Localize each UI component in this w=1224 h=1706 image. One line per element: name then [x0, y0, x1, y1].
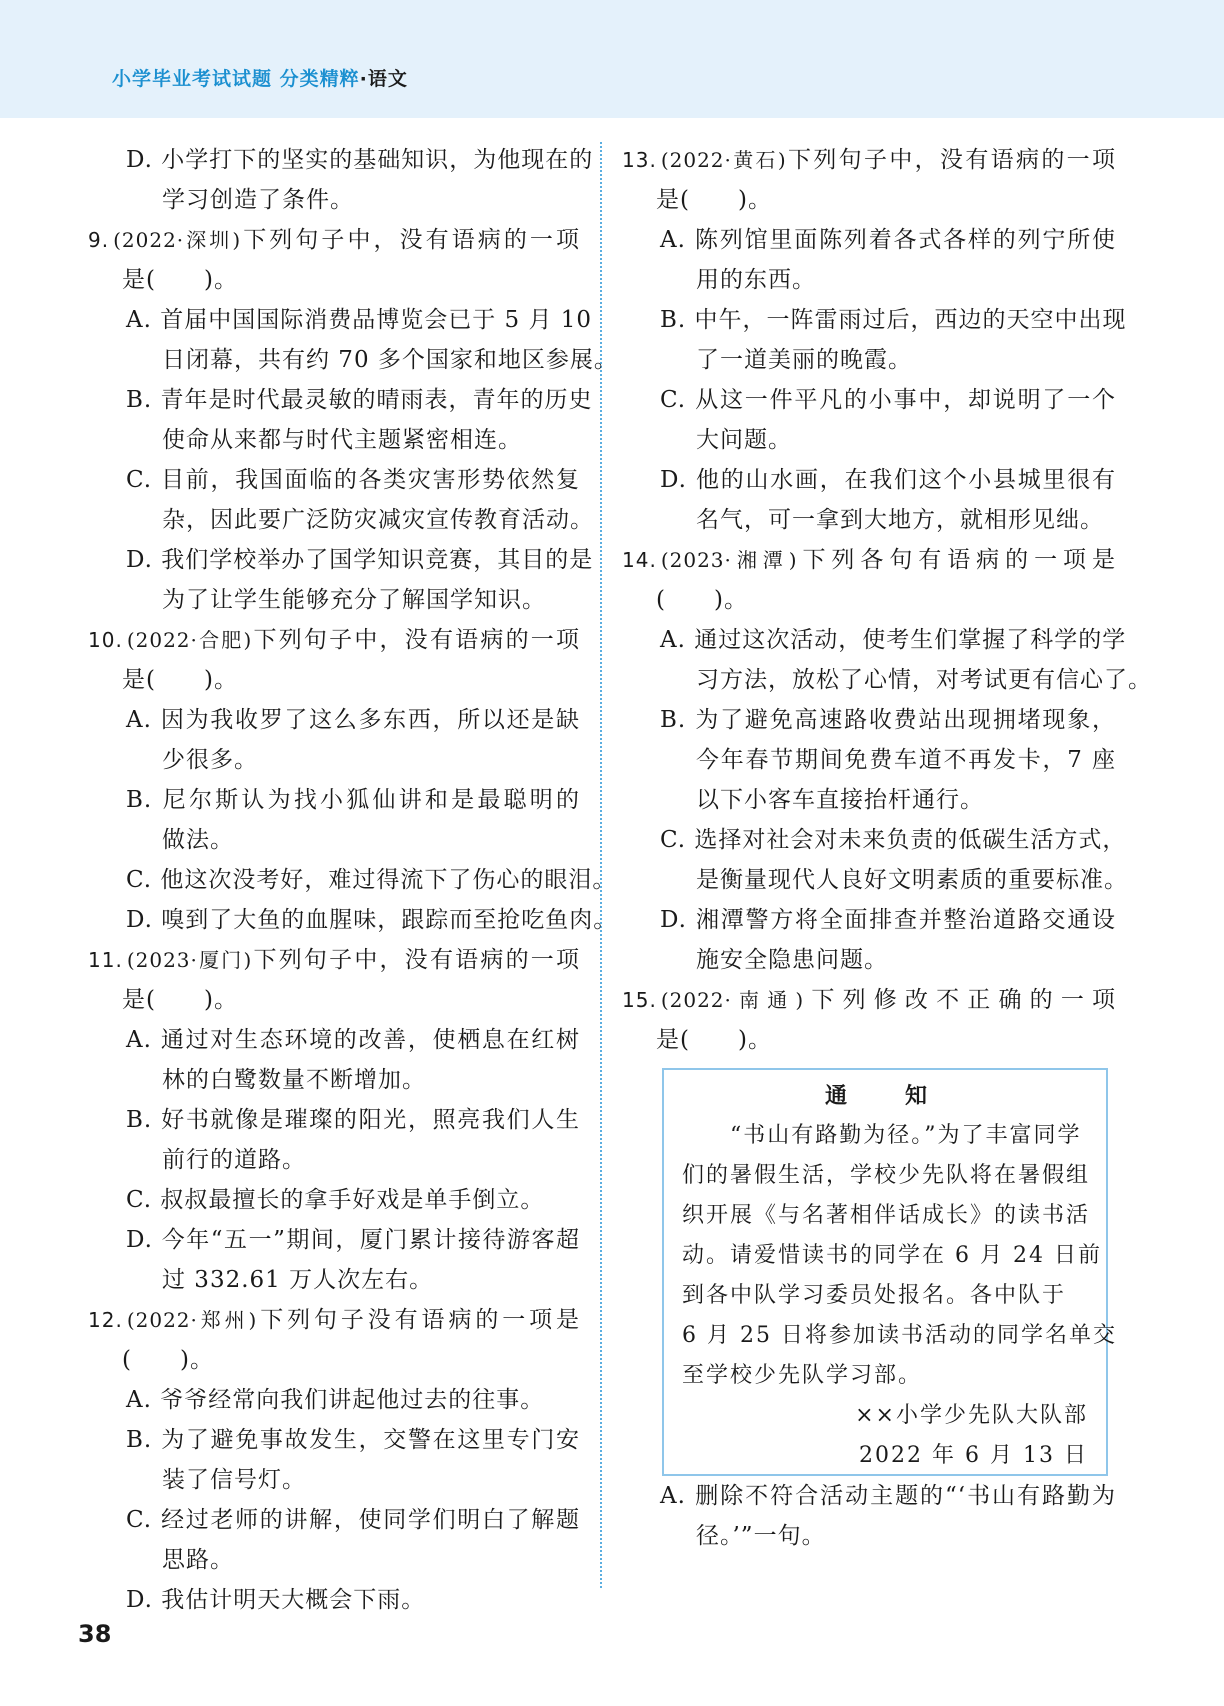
option-a: A. 删除不符合活动主题的“‘书山有路勤为	[660, 1483, 1116, 1509]
question-source: (2023·湘潭)	[660, 548, 798, 572]
option-d: D. 他的山水画，在我们这个小县城里很有	[660, 467, 1116, 493]
option-d-cont: 为了让学生能够充分了解国学知识。	[162, 587, 546, 613]
question-number: 12.	[88, 1308, 123, 1332]
option-d: D. 嗅到了大鱼的血腥味，跟踪而至抢吃鱼肉。	[126, 907, 618, 933]
option-d: D. 我们学校举办了国学知识竞赛，其目的是	[126, 547, 594, 573]
question-stem	[622, 540, 1116, 580]
question-8-option-d	[88, 140, 594, 220]
stem-text: 下列句子中，没有语病的一项	[252, 627, 580, 653]
option-c: C. 他这次没考好，难过得流下了伤心的眼泪。	[126, 867, 617, 893]
option-c: C. 从这一件平凡的小事中，却说明了一个	[660, 387, 1116, 413]
stem-text: 下列各句有语病的一项是	[797, 547, 1116, 573]
option-b-cont: 今年春节期间免费车道不再发卡，7 座	[696, 747, 1116, 773]
question-12	[88, 1300, 580, 1620]
question-number: 11.	[88, 948, 123, 972]
stem-text: 是( )。	[122, 987, 238, 1013]
option-a: A. 因为我收罗了这么多东西，所以还是缺	[126, 707, 580, 733]
option-a: A. 陈列馆里面陈列着各式各样的列宁所使	[660, 227, 1116, 253]
stem-text: 下列修改不正确的一项	[804, 987, 1116, 1013]
option-b-cont: 前行的道路。	[162, 1147, 306, 1173]
option-d-cont: 过 332.61 万人次左右。	[162, 1267, 434, 1293]
notice-line: 动。请爱惜读书的同学在 6 月 24 日前	[682, 1243, 1102, 1268]
option-b: B. 中午，一阵雷雨过后，西边的天空中出现	[660, 307, 1127, 333]
book-title-main: 小学毕业考试试题 分类精粹	[112, 68, 360, 90]
question-source: (2022·深圳)	[113, 228, 242, 252]
question-number: 14.	[622, 548, 657, 572]
question-stem	[88, 620, 580, 660]
question-stem	[88, 220, 580, 260]
question-source: (2022·黄石)	[660, 148, 787, 172]
option-a-cont: 林的白鹭数量不断增加。	[162, 1067, 426, 1093]
right-column	[622, 140, 1152, 1556]
option-b: B. 为了避免高速路收费站出现拥堵现象，	[660, 707, 1116, 733]
option-b-cont: 装了信号灯。	[162, 1467, 306, 1493]
notice-line: 至学校少先队学习部。	[682, 1363, 923, 1388]
question-stem	[88, 940, 580, 980]
option-b-cont: 使命从来都与时代主题紧密相连。	[162, 427, 522, 453]
question-15	[622, 980, 1116, 1556]
question-number: 9.	[88, 228, 110, 252]
option-d: D. 湘潭警方将全面排查并整治道路交通设	[660, 907, 1116, 933]
option-b: B. 尼尔斯认为找小狐仙讲和是最聪明的	[126, 787, 580, 813]
stem-text: ( )。	[656, 587, 748, 613]
question-source: (2022·合肥)	[126, 628, 253, 652]
page-number: 38	[78, 1620, 112, 1648]
stem-text: 下列句子中，没有语病的一项	[786, 147, 1116, 173]
question-number: 15.	[622, 988, 657, 1012]
option-d-cont: 名气，可一拿到大地方，就相形见绌。	[696, 507, 1104, 533]
stem-text: 是( )。	[122, 667, 238, 693]
question-stem	[622, 980, 1116, 1020]
option-b: B. 青年是时代最灵敏的晴雨表，青年的历史	[126, 387, 593, 413]
option-line: 学习创造了条件。	[162, 187, 354, 213]
option-b-cont: 做法。	[162, 827, 234, 853]
question-stem	[622, 140, 1116, 180]
question-9	[88, 220, 618, 620]
notice-line: 织开展《与名著相伴话成长》的读书活	[682, 1203, 1091, 1228]
stem-text: 是( )。	[656, 187, 772, 213]
option-b: B. 好书就像是璀璨的阳光，照亮我们人生	[126, 1107, 580, 1133]
option-c: C. 目前，我国面临的各类灾害形势依然复	[126, 467, 580, 493]
notice-line: “书山有路勤为径。”为了丰富同学	[730, 1123, 1082, 1148]
question-13	[622, 140, 1127, 540]
option-a: A. 首届中国国际消费品博览会已于 5 月 10	[126, 307, 593, 333]
option-d: D. 我估计明天大概会下雨。	[126, 1587, 426, 1613]
option-c: C. 经过老师的讲解，使同学们明白了解题	[126, 1507, 580, 1533]
stem-text: 是( )。	[122, 267, 238, 293]
option-c: C. 选择对社会对未来负责的低碳生活方式，	[660, 827, 1127, 853]
option-a: A. 通过这次活动，使考生们掌握了科学的学	[660, 627, 1127, 653]
option-a: A. 爷爷经常向我们讲起他过去的往事。	[126, 1387, 545, 1413]
question-source: (2022·南通)	[660, 988, 805, 1012]
question-11	[88, 940, 580, 1300]
option-a-cont: 习方法，放松了心情，对考试更有信心了。	[696, 667, 1152, 693]
option-c-cont: 是衡量现代人良好文明素质的重要标准。	[696, 867, 1128, 893]
option-a-cont: 径。’”一句。	[696, 1523, 826, 1549]
question-stem	[88, 1300, 580, 1340]
option-a-cont: 用的东西。	[696, 267, 816, 293]
option-c: C. 叔叔最擅长的拿手好戏是单手倒立。	[126, 1187, 545, 1213]
stem-text: 下列句子中，没有语病的一项	[241, 227, 580, 253]
option-line: D. 小学打下的坚实的基础知识，为他现在的	[126, 147, 594, 173]
notice-signature: ××小学少先队大队部	[855, 1403, 1088, 1428]
option-a: A. 通过对生态环境的改善，使栖息在红树	[126, 1027, 580, 1053]
option-d-cont: 施安全隐患问题。	[696, 947, 888, 973]
notice-line: 6 月 25 日将参加读书活动的同学名单交	[682, 1323, 1117, 1348]
notice-box	[662, 1068, 1117, 1476]
stem-text: 下列句子没有语病的一项是	[257, 1307, 580, 1333]
option-b: B. 为了避免事故发生，交警在这里专门安	[126, 1427, 580, 1453]
notice-line: 们的暑假生活，学校少先队将在暑假组	[682, 1163, 1091, 1188]
notice-title: 通 知	[824, 1083, 945, 1109]
option-c-cont: 杂，因此要广泛防灾减灾宣传教育活动。	[162, 507, 594, 533]
option-b-cont: 以下小客车直接抬杆通行。	[696, 787, 984, 813]
page-header	[0, 0, 1224, 118]
book-title	[112, 64, 408, 91]
stem-text: 是( )。	[656, 1027, 772, 1053]
stem-text: ( )。	[122, 1347, 214, 1373]
question-number: 10.	[88, 628, 123, 652]
option-b-cont: 了一道美丽的晚霞。	[696, 347, 912, 373]
option-a-cont: 日闭幕，共有约 70 多个国家和地区参展。	[162, 347, 618, 373]
option-c-cont: 大问题。	[696, 427, 792, 453]
option-a-cont: 少很多。	[162, 747, 258, 773]
question-source: (2023·厦门)	[126, 948, 253, 972]
notice-line: 到各中队学习委员处报名。各中队于	[682, 1283, 1067, 1308]
question-number: 13.	[622, 148, 657, 172]
option-c-cont: 思路。	[162, 1547, 234, 1573]
question-14	[622, 540, 1152, 980]
left-column	[88, 140, 618, 1620]
question-10	[88, 620, 618, 940]
option-d: D. 今年“五一”期间，厦门累计接待游客超	[126, 1227, 580, 1253]
book-title-subject: ·语文	[359, 68, 408, 90]
stem-text: 下列句子中，没有语病的一项	[252, 947, 580, 973]
notice-date: 2022 年 6 月 13 日	[859, 1443, 1088, 1468]
question-source: (2022·郑州)	[126, 1308, 258, 1332]
